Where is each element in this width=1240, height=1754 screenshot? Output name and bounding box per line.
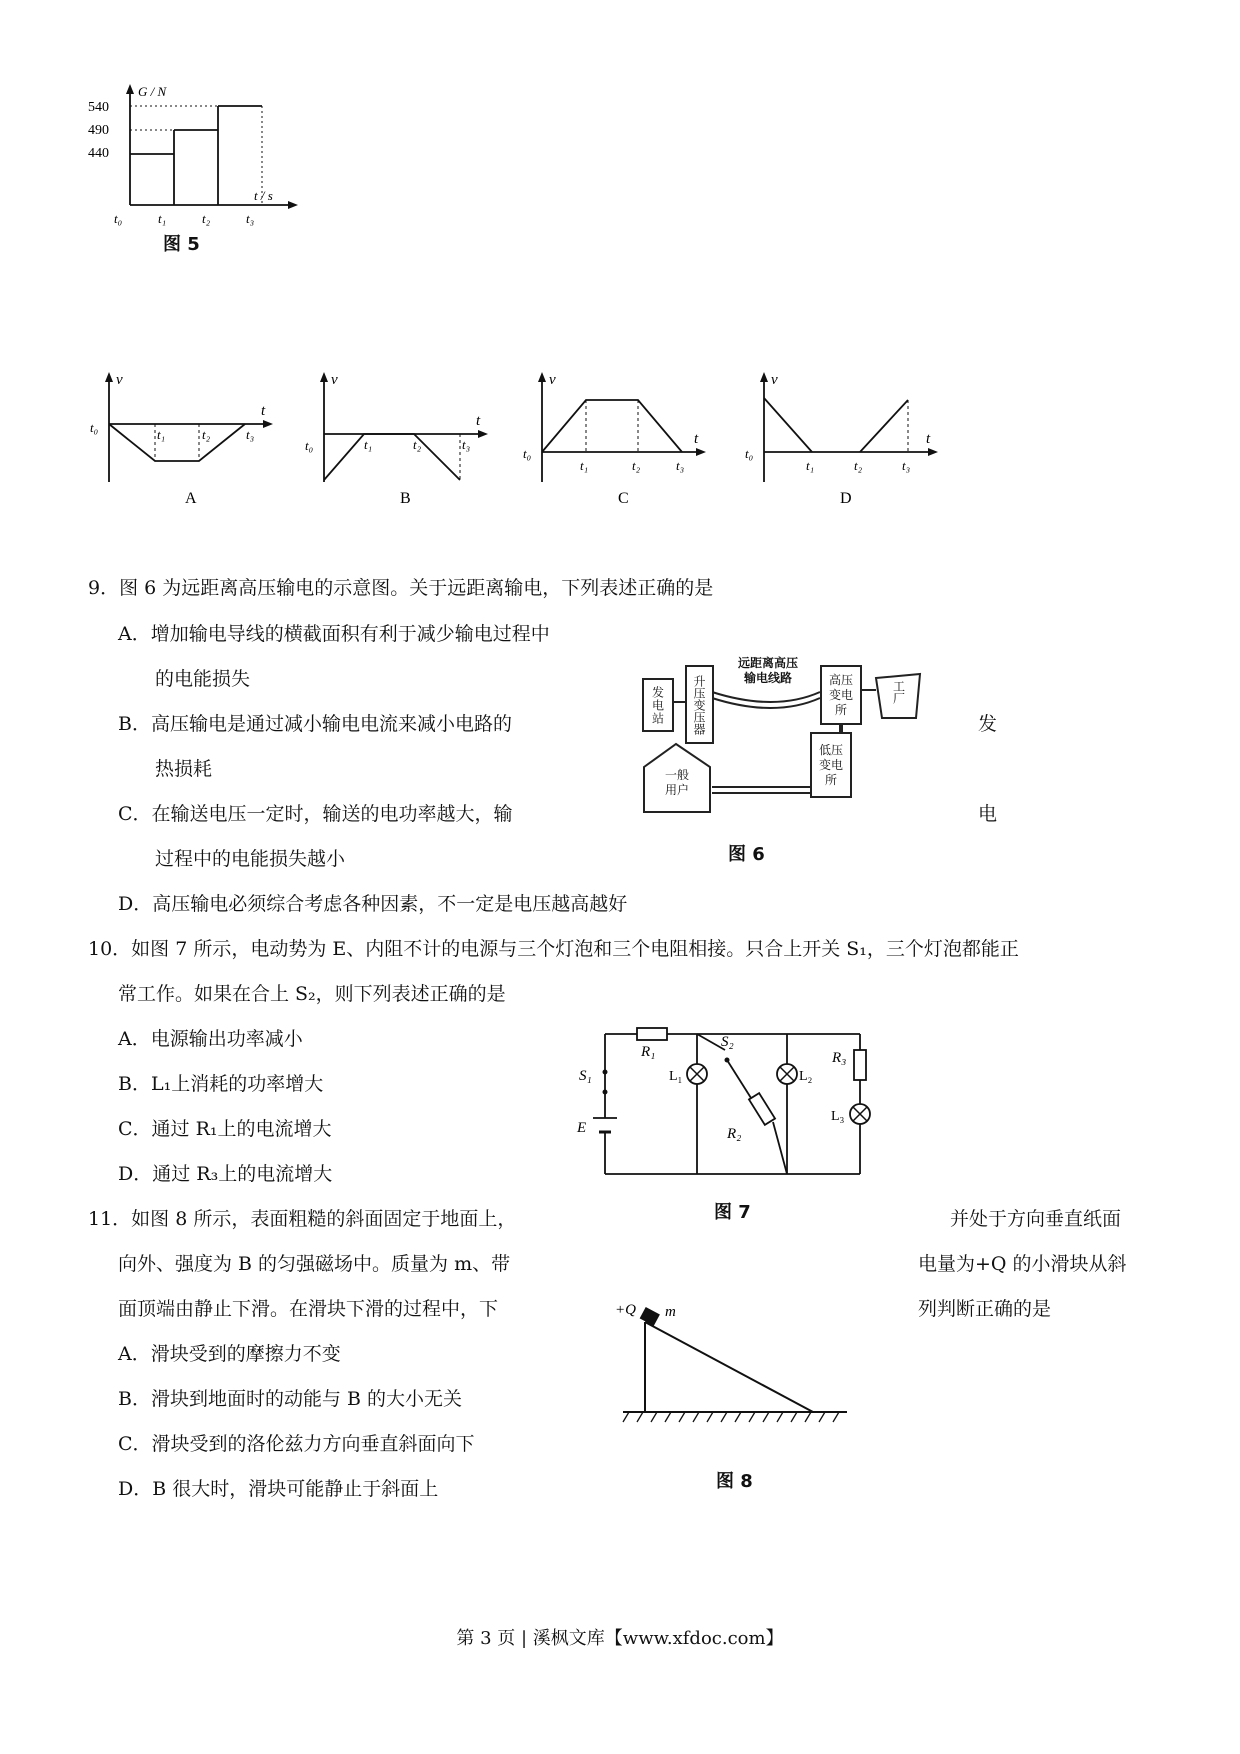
q10-option-c: C．通过 R₁上的电流增大 [118, 1118, 332, 1140]
q11-stem-line3-left: 面顶端由静止下滑。在滑块下滑的过程中，下 [118, 1298, 499, 1320]
q11-stem-line2-left: 向外、强度为 B 的匀强磁场中。质量为 m、带 [118, 1253, 511, 1275]
graph-a-t-label: t [261, 403, 266, 419]
figure-8-incline [615, 1300, 855, 1430]
fig7-label-e: E [577, 1120, 587, 1136]
fig7-label-l2: L₂ [799, 1069, 813, 1084]
q10-stem-line1: 10．如图 7 所示，电动势为 E、内阻不计的电源与三个灯泡和三个电阻相接。只合上开关 S₁，三个灯泡都能正 [88, 938, 1019, 960]
graph-d-tick: t₃ [902, 458, 911, 473]
graph-d-tick: t₂ [854, 458, 863, 473]
graph-d-v-label: v [771, 372, 778, 388]
q10-option-d: D．通过 R₃上的电流增大 [118, 1163, 333, 1185]
fig6-household: 一般用户 [664, 768, 689, 797]
graph-a-t-arrow [263, 420, 273, 428]
q9-option-a: A．增加输电导线的横截面积有利于减少输电过程中 [118, 623, 550, 645]
graph-c-tick: t₃ [676, 458, 685, 473]
fig7-label-s1: S₁ [579, 1068, 592, 1084]
q11-option-a: A．滑块受到的摩擦力不变 [118, 1343, 341, 1365]
fig5-x-arrow [288, 201, 298, 209]
q9-option-c-right: 电 [978, 803, 998, 825]
option-graph-a [85, 370, 280, 505]
graph-b-v-arrow [320, 372, 328, 382]
graph-d-v-arrow [760, 372, 768, 382]
graph-d-label: D [840, 490, 852, 505]
option-graph-d [740, 370, 945, 505]
fig5-y-arrow [126, 84, 134, 94]
figure-5-caption: 图 5 [163, 234, 200, 255]
q11-stem-line1-left: 11．如图 8 所示，表面粗糙的斜面固定于地面上， [88, 1208, 517, 1230]
graph-b-v-label: v [331, 372, 338, 388]
fig6-power-station: 发电站 [642, 678, 674, 732]
graph-c-label: C [618, 490, 629, 505]
graph-b-t-arrow [478, 430, 488, 438]
fig6-line-label-1: 远距离高压 [737, 656, 798, 670]
graph-d-tick: t₁ [806, 458, 815, 473]
graph-b-curve [324, 434, 460, 480]
fig5-xtick: t₁ [158, 211, 167, 226]
fig5-ylabel: G / N [138, 84, 167, 99]
fig6-step-up-transformer: 升压变压器 [685, 665, 714, 744]
figure-7-circuit [575, 1010, 885, 1200]
graph-d-tick: t₀ [745, 446, 754, 461]
q11-stem-line2-right: 电量为+Q 的小滑块从斜 [918, 1253, 1127, 1275]
q10-stem-line2: 常工作。如果在合上 S₂，则下列表述正确的是 [118, 983, 506, 1005]
fig8-label-charge: +Q [615, 1302, 636, 1318]
graph-b-tick: t₁ [364, 437, 373, 452]
graph-b-tick: t₃ [462, 437, 471, 452]
fig7-resistor-r3 [854, 1050, 866, 1080]
q11-option-c: C．滑块受到的洛伦兹力方向垂直斜面向下 [118, 1433, 475, 1455]
figure-6-diagram [640, 656, 950, 830]
fig5-xlabel: t / s [254, 188, 273, 203]
q9-option-b-right: 发 [978, 713, 998, 735]
fig7-resistor-r1 [637, 1028, 667, 1040]
fig7-wire [773, 1122, 787, 1174]
graph-a-tick: t₃ [246, 427, 255, 442]
graph-c-tick: t₁ [580, 458, 589, 473]
fig8-ground-hatch [623, 1412, 839, 1422]
graph-b-tick: t₀ [305, 438, 314, 453]
fig5-ytick: 490 [88, 123, 109, 138]
graph-c-v-arrow [538, 372, 546, 382]
q9-option-d: D．高压输电必须综合考虑各种因素，不一定是电压越高越好 [118, 893, 628, 915]
fig6-line-label-2: 输电线路 [743, 671, 792, 685]
graph-a-v-label: v [116, 372, 123, 388]
graph-c-v-label: v [549, 372, 556, 388]
graph-b-label: B [400, 490, 411, 505]
graph-c-tick: t₂ [632, 458, 641, 473]
fig7-label-l1: L₁ [669, 1069, 683, 1084]
figure-7-caption: 图 7 [714, 1202, 751, 1223]
figure-8-caption: 图 8 [716, 1471, 753, 1492]
fig6-factory: 工厂 [891, 680, 906, 704]
graph-c-tick: t₀ [523, 446, 532, 461]
figure-5-chart [80, 80, 340, 270]
fig5-ytick: 540 [88, 100, 109, 115]
page-footer: 第 3 页 | 溪枫文库【www.xfdoc.com】 [456, 1628, 784, 1649]
option-graph-c [518, 370, 713, 505]
fig6-low-voltage-substation: 低压变电所 [810, 732, 852, 798]
q9-option-c: C．在输送电压一定时，输送的电功率越大，输 [118, 803, 513, 825]
graph-a-label: A [185, 490, 197, 505]
graph-d-t-label: t [926, 431, 931, 447]
fig5-xtick: t₀ [114, 211, 123, 226]
fig5-marks [130, 106, 262, 205]
q10-option-a: A．电源输出功率减小 [118, 1028, 303, 1050]
graph-d-t-arrow [928, 448, 938, 456]
fig7-label-r1: R₁ [641, 1044, 656, 1060]
fig7-label-r2: R₂ [727, 1126, 742, 1142]
fig6-transmission-line [712, 692, 820, 702]
fig5-ytick: 440 [88, 146, 109, 161]
graph-b-tick: t₂ [413, 437, 422, 452]
fig7-resistor-r2 [749, 1093, 775, 1125]
graph-d-curve-1 [764, 398, 812, 452]
fig8-label-mass: m [665, 1304, 676, 1320]
graph-d-curve-2 [860, 400, 908, 452]
q9-stem: 9．图 6 为远距离高压输电的示意图。关于远距离输电，下列表述正确的是 [88, 577, 714, 599]
graph-c-t-label: t [694, 431, 699, 447]
graph-b-t-label: t [476, 413, 481, 429]
graph-a-curve [109, 424, 245, 461]
option-graph-b [300, 370, 495, 505]
fig7-label-s2: S₂ [721, 1034, 734, 1050]
q11-stem-line3-right: 列判断正确的是 [918, 1298, 1052, 1320]
fig6-transmission-line [712, 698, 820, 708]
graph-a-tick: t₀ [90, 420, 99, 435]
q9-option-a-cont: 的电能损失 [155, 668, 251, 690]
q11-stem-line1-right: 并处于方向垂直纸面 [950, 1208, 1122, 1230]
fig8-incline-slope [645, 1322, 813, 1412]
fig5-xtick: t₃ [246, 211, 255, 226]
graph-a-tick: t₁ [157, 427, 166, 442]
q9-option-b: B．高压输电是通过减小输电电流来减小电路的 [118, 713, 512, 735]
graph-c-t-arrow [696, 448, 706, 456]
q9-option-c-cont: 过程中的电能损失越小 [155, 848, 346, 870]
graph-c-curve [542, 400, 682, 452]
fig5-xtick: t₂ [202, 211, 211, 226]
fig6-line-label [716, 656, 820, 686]
q9-option-b-cont: 热损耗 [155, 758, 213, 780]
q10-option-b: B．L₁上消耗的功率增大 [118, 1073, 324, 1095]
graph-a-tick: t₂ [202, 427, 211, 442]
figure-6-caption: 图 6 [728, 844, 765, 865]
q11-option-d: D．B 很大时，滑块可能静止于斜面上 [118, 1478, 439, 1500]
q11-option-b: B．滑块到地面时的动能与 B 的大小无关 [118, 1388, 463, 1410]
fig8-slider-block [640, 1307, 660, 1326]
fig6-high-voltage-substation: 高压变电所 [820, 665, 862, 725]
graph-a-v-arrow [105, 372, 113, 382]
fig7-label-l3: L₃ [831, 1109, 845, 1124]
fig7-label-r3: R₃ [832, 1050, 847, 1066]
fig7-wire [727, 1060, 751, 1098]
